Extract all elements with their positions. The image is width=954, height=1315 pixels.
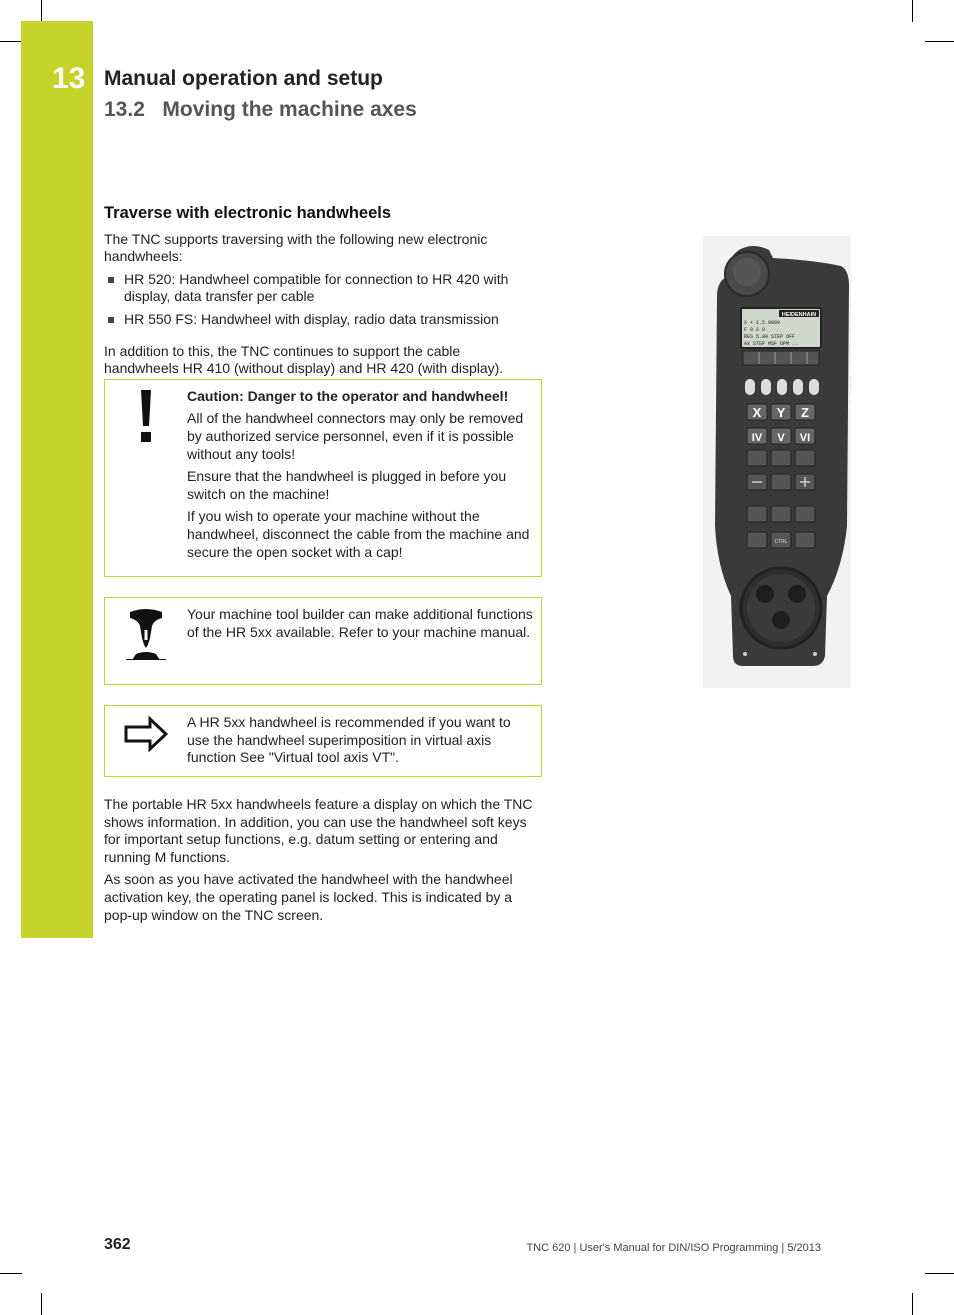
- intro-paragraph: The TNC supports traversing with the following new electronic handwheels:: [104, 230, 488, 265]
- crop-mark: [0, 41, 22, 42]
- machine-builder-icon: [126, 608, 166, 660]
- builder-note: [104, 597, 542, 685]
- builder-text: [187, 598, 541, 684]
- ctrl-key-label: CTRL: [774, 539, 788, 545]
- activation-paragraph: As soon as you have activated the handwheel with the handwheel activation key, the operating panel is locked. This is indicated by a pop-up window on the TNC screen.: [104, 871, 513, 923]
- recommend-text: [187, 706, 541, 776]
- chapter-sidebar-bar: [21, 21, 93, 938]
- brand-label: HEIDENHAIN: [781, 312, 817, 318]
- recommend-paragraph: A HR 5xx handwheel is recommended if you want to use the handwheel superimposition in virtual axis function See "Virtual tool axis VT".: [187, 714, 511, 766]
- page-number: 362: [104, 1236, 131, 1253]
- builder-paragraph: Your machine tool builder can make additional functions of the HR 5xx available. Refer to your machine manual.: [187, 606, 533, 640]
- caution-title: Caution: Danger to the operator and handwheel!: [187, 387, 509, 404]
- section-title: 13.2 Moving the machine axes: [104, 98, 417, 121]
- footer-text: TNC 620 | User's Manual for DIN/ISO Programming | 5/2013: [526, 1242, 821, 1254]
- note-icon-column: [105, 380, 187, 576]
- list-item: [104, 271, 538, 306]
- section-heading: Traverse with electronic handwheels: [104, 204, 392, 222]
- caution-note: [104, 379, 542, 577]
- handwheel-photo: [703, 236, 851, 688]
- axis-key-label: Z: [801, 405, 809, 420]
- caution-paragraph: All of the handwheel connectors may only be removed by authorized service personnel, even if it is possible without any tools!: [187, 410, 524, 462]
- crop-mark: [925, 1273, 954, 1274]
- caution-paragraph: If you wish to operate your machine without the handwheel, disconnect the cable from the machine and secure the open socket with a cap!: [187, 508, 530, 560]
- axis-key-label: Y: [776, 405, 786, 420]
- bullet-icon: [108, 277, 114, 283]
- crop-mark: [925, 41, 954, 42]
- chapter-title: Manual operation and setup: [104, 67, 383, 90]
- handwheel-list: [104, 271, 538, 329]
- display-paragraph: The portable HR 5xx handwheels feature a display on which the TNC shows information. In addition, you can use the handwheel soft keys for important setup functions, e.g. datum setting or entering and running M functions.: [104, 796, 533, 865]
- support-paragraph: In addition to this, the TNC continues to support the cable handwheels HR 410 (without display) and HR 420 (with display).: [104, 342, 504, 377]
- chapter-number: 13: [52, 62, 86, 95]
- display-line: F 0 S 0: [744, 327, 766, 333]
- display-line: RES 5.00 STEP OFF: [744, 334, 796, 340]
- list-item: [104, 311, 538, 329]
- list-item-text: HR 550 FS: Handwheel with display, radio data transmission: [124, 310, 499, 327]
- axis-key-label: IV: [751, 432, 763, 444]
- note-icon-column: [105, 598, 187, 684]
- recommend-note: [104, 705, 542, 777]
- display-line: AX STEP MSF OPM ..: [744, 341, 799, 347]
- main-content: [104, 205, 538, 929]
- display-line: X + 1.5.9999: [744, 320, 781, 326]
- list-item-text: HR 520: Handwheel compatible for connection to HR 420 with display, data transfer per cable: [124, 270, 509, 305]
- axis-key-label: VI: [799, 432, 811, 444]
- crop-mark: [0, 1273, 22, 1274]
- crop-mark: [912, 0, 913, 22]
- crop-mark: [912, 1293, 913, 1315]
- bullet-icon: [108, 317, 114, 323]
- crop-mark: [41, 0, 42, 22]
- note-icon-column: [105, 706, 187, 776]
- hr-handwheel-illustration: [703, 236, 851, 688]
- caution-text: [187, 380, 541, 576]
- exclamation-icon: [139, 390, 153, 442]
- caution-paragraph: Ensure that the handwheel is plugged in before you switch on the machine!: [187, 468, 507, 502]
- arrow-right-icon: [124, 716, 168, 752]
- axis-key-label: V: [777, 432, 785, 444]
- axis-key-label: X: [752, 405, 762, 420]
- crop-mark: [41, 1293, 42, 1315]
